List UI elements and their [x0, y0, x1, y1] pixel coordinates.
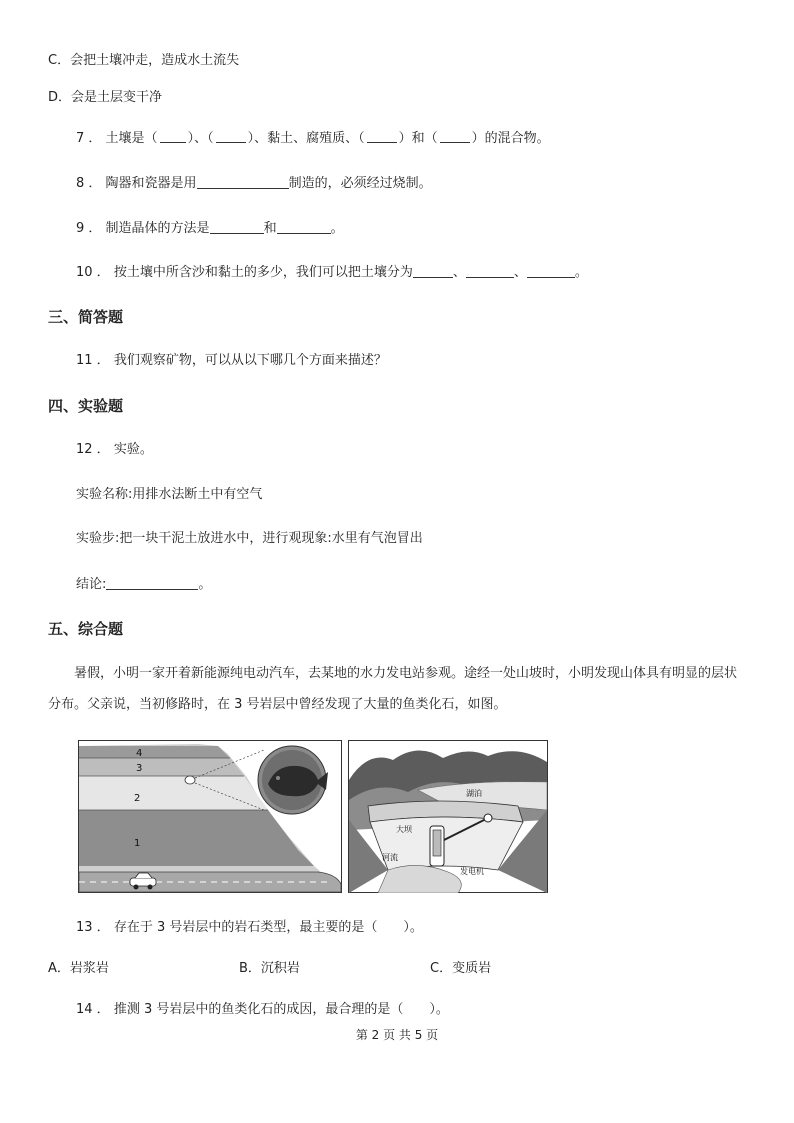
question-12	[76, 441, 153, 459]
question-number: 11 ．	[76, 353, 110, 368]
question-text: 制造晶体的方法是	[105, 221, 210, 236]
layer-label: 1	[134, 838, 141, 849]
experiment-conclusion	[76, 575, 211, 594]
layer-label: 3	[136, 763, 143, 774]
rock-layers-illustration	[78, 740, 342, 893]
question-text: ）。	[429, 1002, 449, 1017]
section-heading-short-answer: 三、简答题	[48, 308, 124, 326]
question-number: 7 ．	[76, 131, 102, 146]
answer-blank[interactable]	[197, 174, 289, 189]
layer-label: 4	[136, 748, 143, 759]
question-text: 我们观察矿物，可以从以下哪几个方面来描述？	[113, 353, 387, 368]
dam-illustration	[348, 740, 548, 893]
option-b[interactable]: B．沉积岩	[239, 961, 300, 976]
question-text: 。	[198, 577, 212, 592]
question-9	[76, 219, 344, 238]
option-c: C．会把土壤冲走，造成水土流失	[48, 53, 240, 68]
dam-label: 大坝	[396, 825, 412, 834]
question-10	[76, 263, 588, 282]
question-11	[76, 352, 387, 370]
experiment-steps: 实验步:把一块干泥土放进水中，进行观现象:水里有气泡冒出	[76, 531, 423, 546]
answer-blank[interactable]	[365, 130, 399, 144]
experiment-name: 实验名称:用排水法断土中有空气	[76, 487, 263, 502]
question-text: ）的混合物。	[471, 131, 550, 146]
question-text: 按土壤中所含沙和黏土的多少，我们可以把土壤分为	[113, 265, 413, 280]
generator-label: 发电机	[460, 867, 484, 876]
question-number: 13 ．	[76, 920, 110, 935]
option-c[interactable]: C．变质岩	[430, 961, 492, 976]
question-text: 。	[574, 265, 588, 280]
question-14	[76, 1001, 449, 1019]
page-footer: 第 2 页 共 5 页	[355, 1028, 439, 1042]
question-text: 存在于 3 号岩层中的岩石类型，最主要的是（	[113, 920, 378, 935]
question-number: 14 ．	[76, 1002, 110, 1017]
layer-label: 2	[134, 793, 141, 804]
question-number: 8 ．	[76, 176, 102, 191]
question-number: 9 ．	[76, 221, 102, 236]
question-13	[76, 919, 423, 937]
answer-blank[interactable]	[438, 130, 472, 144]
answer-blank[interactable]	[214, 130, 248, 144]
rock-layers-figure	[78, 740, 342, 893]
question-text: 。	[330, 221, 344, 236]
section-heading-comprehensive: 五、综合题	[48, 620, 124, 638]
question-text: 、	[513, 265, 527, 280]
question-text: 推测 3 号岩层中的鱼类化石的成因，最合理的是（	[113, 1002, 404, 1017]
question-8	[76, 174, 432, 193]
option-d: D．会是土层变干净	[48, 90, 163, 105]
option-a[interactable]: A．岩浆岩	[48, 961, 109, 976]
section-heading-experiment: 四、实验题	[48, 397, 124, 415]
question-text: 、	[452, 265, 466, 280]
question-text: ）和（	[398, 131, 438, 146]
answer-blank[interactable]	[106, 575, 198, 590]
answer-blank[interactable]	[466, 263, 514, 278]
answer-blank[interactable]	[527, 263, 575, 278]
hydropower-figure	[348, 740, 548, 893]
answer-blank[interactable]	[158, 130, 188, 144]
question-text: 制造的，必须经过烧制。	[288, 176, 432, 191]
answer-blank[interactable]	[210, 219, 264, 234]
question-text: 实验。	[113, 442, 153, 457]
question-number: 10 ．	[76, 265, 110, 280]
question-number: 12 ．	[76, 442, 110, 457]
question-text: 陶器和瓷器是用	[105, 176, 197, 191]
question-text: ）。	[403, 920, 423, 935]
question-text: 土壤是（	[105, 131, 158, 146]
river-label: 河流	[382, 853, 398, 862]
question-text: 和	[263, 221, 277, 236]
question-text: ）、（	[187, 131, 214, 146]
answer-blank[interactable]	[277, 219, 331, 234]
conclusion-label: 结论:	[76, 577, 107, 592]
lake-label: 湖泊	[466, 789, 482, 798]
passage: 暑假，小明一家开着新能源纯电动汽车，去某地的水力发电站参观。途经一处山坡时，小明发现山体具有明显的层状分布。父亲说，当初修路时，在 3 号岩层中曾经发现了大量的鱼类化石，如图。	[48, 666, 738, 712]
question-text: ）、黏土、腐殖质、（	[247, 131, 365, 146]
answer-blank[interactable]	[413, 263, 453, 278]
question-7	[76, 130, 550, 148]
